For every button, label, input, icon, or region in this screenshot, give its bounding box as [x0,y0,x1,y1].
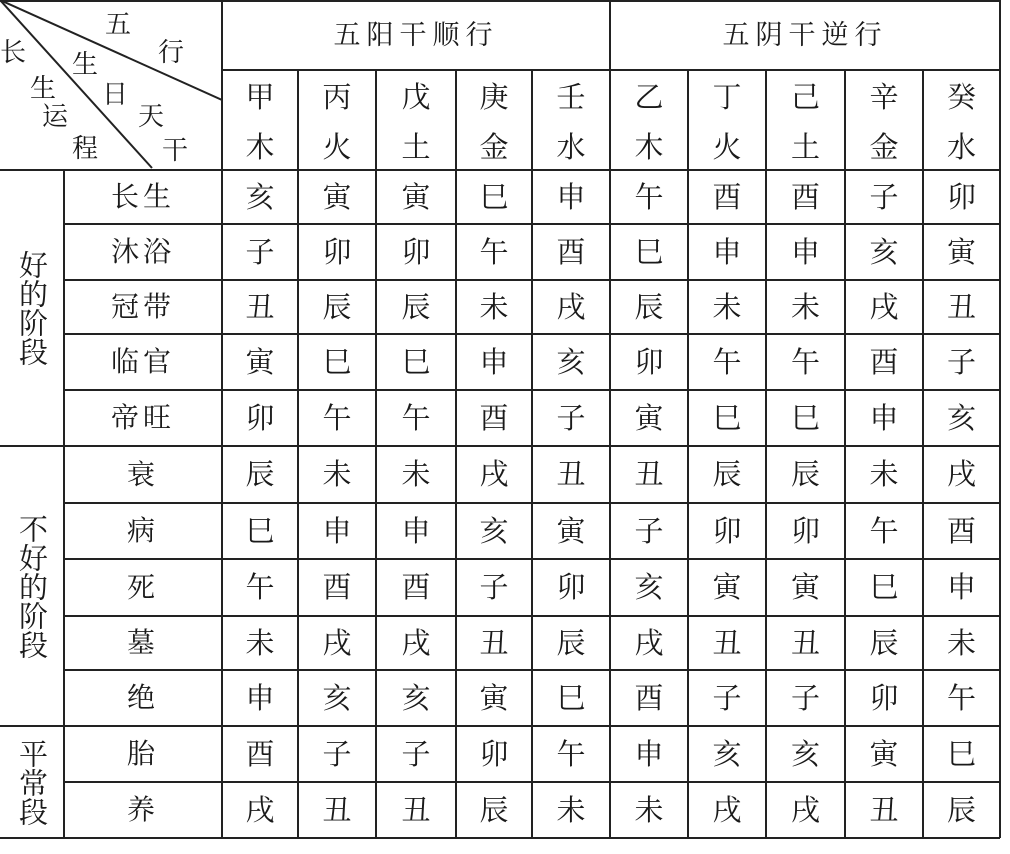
branch-cell: 午 [869,513,899,548]
branch-cell: 丑 [790,625,820,660]
branch-cell: 丑 [245,289,275,324]
corner-char: 干 [162,136,189,166]
header-yang: 五阳干顺行 [333,19,499,51]
group-label-text: 好的阶段 [15,250,49,366]
branch-cell: 戌 [869,289,899,324]
stage-label: 沐浴 [110,235,175,268]
branch-cell: 申 [401,513,431,548]
branch-cell: 卯 [712,513,742,548]
branch-cell: 卯 [245,400,275,435]
branch-cell: 午 [245,570,275,604]
branch-cell: 丑 [401,792,431,827]
branch-cell: 酉 [790,179,820,214]
branch-cell: 丑 [869,792,899,827]
branch-cell: 酉 [556,234,586,269]
stem-element: 木 [634,129,664,164]
branch-cell: 卯 [869,680,899,715]
branch-cell: 子 [869,179,899,214]
branch-cell: 戌 [712,792,742,827]
branch-cell: 戌 [479,457,509,491]
branch-cell: 戌 [790,792,820,827]
branch-cell: 子 [946,344,976,379]
branch-cell: 子 [556,400,586,435]
branch-cell: 辰 [634,289,664,324]
branch-cell: 辰 [479,792,509,827]
branch-cell: 寅 [245,344,275,379]
branch-cell: 亥 [790,736,820,771]
branch-cell: 午 [479,234,509,269]
branch-cell: 辰 [322,289,352,324]
branch-cell: 未 [322,457,352,491]
branch-cell: 戌 [322,625,352,660]
branch-cell: 巳 [869,570,899,604]
branch-cell: 未 [869,457,899,491]
branch-cell: 寅 [479,680,509,715]
branch-cell: 寅 [869,736,899,771]
stage-label: 冠带 [110,290,175,323]
branch-cell: 午 [790,344,820,379]
branch-cell: 寅 [401,179,431,214]
stage-label: 帝旺 [110,401,175,434]
branch-cell: 子 [322,736,352,771]
branch-cell: 寅 [322,179,352,214]
branch-cell: 亥 [322,680,352,715]
corner-char: 生 [30,74,57,104]
branch-cell: 辰 [712,457,742,491]
stem-element: 火 [322,129,352,164]
branch-cell: 子 [479,570,509,604]
branch-cell: 辰 [401,289,431,324]
branch-cell: 酉 [479,400,509,435]
branch-cell: 子 [245,234,275,269]
branch-cell: 丑 [556,457,586,491]
group-label-text: 不好的阶段 [15,513,49,659]
corner-char: 程 [72,134,99,164]
stem-top: 甲 [245,79,275,114]
branch-cell: 丑 [322,792,352,827]
branch-cell: 亥 [869,234,899,269]
stage-label: 墓 [126,626,159,659]
corner-char: 日 [102,80,129,110]
branch-cell: 寅 [634,400,664,435]
stage-label: 死 [126,570,159,604]
branch-cell: 寅 [556,513,586,548]
branch-cell: 卯 [479,736,509,771]
branch-cell: 申 [245,680,275,715]
stage-label: 衰 [126,457,159,491]
group-label [0,446,64,726]
branch-cell: 午 [556,736,586,771]
branch-cell: 丑 [479,625,509,660]
branch-cell: 酉 [401,570,431,604]
branch-cell: 亥 [712,736,742,771]
stem-top: 癸 [946,79,976,114]
branch-cell: 卯 [946,179,976,214]
branch-cell: 未 [790,289,820,324]
branch-cell: 丑 [946,289,976,324]
branch-cell: 亥 [556,344,586,379]
stem-top: 庚 [479,79,509,114]
branch-cell: 未 [401,457,431,491]
stem-top: 壬 [556,79,586,114]
branch-cell: 戌 [245,792,275,827]
branch-cell: 亥 [634,570,664,604]
branch-cell: 卯 [556,570,586,604]
group-label-text: 平常段 [15,738,49,826]
group-label [0,170,64,446]
branch-cell: 戌 [634,625,664,660]
branch-cell: 申 [712,234,742,269]
corner-char: 长 [0,38,27,68]
branch-cell: 寅 [946,234,976,269]
branch-cell: 申 [556,179,586,214]
stem-element: 金 [479,129,509,164]
branch-cell: 巳 [946,736,976,771]
branch-cell: 午 [322,400,352,435]
branch-cell: 未 [634,792,664,827]
branch-cell: 子 [790,680,820,715]
branch-cell: 亥 [479,513,509,548]
branch-cell: 丑 [634,457,664,491]
branch-cell: 子 [401,736,431,771]
branch-cell: 子 [712,680,742,715]
branch-cell: 酉 [869,344,899,379]
branch-cell: 申 [479,344,509,379]
branch-cell: 亥 [245,179,275,214]
stem-element: 金 [869,129,899,164]
group-label [0,726,64,838]
branch-cell: 寅 [790,570,820,604]
branch-cell: 丑 [712,625,742,660]
branch-cell: 巳 [322,344,352,379]
branch-cell: 申 [634,736,664,771]
stem-top: 戊 [401,79,431,114]
branch-cell: 酉 [946,513,976,548]
corner-char: 生 [72,50,99,80]
stage-label: 胎 [126,737,159,770]
branch-cell: 辰 [556,625,586,660]
branch-cell: 寅 [712,570,742,604]
corner-char: 天 [138,102,165,132]
stem-element: 土 [790,129,820,164]
branch-cell: 未 [245,625,275,660]
branch-cell: 卯 [634,344,664,379]
branch-cell: 亥 [401,680,431,715]
branch-cell: 辰 [946,792,976,827]
branch-cell: 卯 [401,234,431,269]
branch-cell: 午 [712,344,742,379]
corner-char: 五 [105,10,132,40]
stem-top: 己 [790,79,820,114]
branch-cell: 未 [479,289,509,324]
branch-cell: 酉 [322,570,352,604]
branch-cell: 申 [946,570,976,604]
branch-cell: 未 [712,289,742,324]
stem-top: 丙 [322,79,352,114]
stem-element: 木 [245,129,275,164]
stage-label: 长生 [110,180,175,213]
branch-cell: 戌 [556,289,586,324]
stage-label: 病 [126,514,159,547]
branch-cell: 巳 [712,400,742,435]
stem-top: 乙 [634,79,664,114]
header-yin: 五阴干逆行 [722,19,888,51]
branch-cell: 巳 [479,179,509,214]
branch-cell: 午 [946,680,976,715]
stem-element: 火 [712,129,742,164]
stem-element: 土 [401,129,431,164]
stage-label: 绝 [126,681,159,714]
branch-cell: 酉 [245,736,275,771]
branch-cell: 未 [556,792,586,827]
branch-cell: 辰 [245,457,275,491]
stem-top: 辛 [869,79,899,114]
branch-cell: 申 [322,513,352,548]
branch-cell: 午 [634,179,664,214]
branch-cell: 辰 [869,625,899,660]
stem-top: 丁 [712,79,742,114]
corner-char: 行 [158,38,185,68]
stage-label: 养 [126,793,159,826]
stage-label: 临官 [110,345,175,378]
branch-cell: 巳 [401,344,431,379]
branch-cell: 巳 [634,234,664,269]
branch-cell: 巳 [556,680,586,715]
branch-cell: 酉 [634,680,664,715]
branch-cell: 戌 [401,625,431,660]
branch-cell: 巳 [790,400,820,435]
stem-element: 水 [556,129,586,164]
branch-cell: 戌 [946,457,976,491]
branch-cell: 子 [634,513,664,548]
branch-cell: 午 [401,400,431,435]
branch-cell: 申 [790,234,820,269]
branch-cell: 卯 [790,513,820,548]
branch-cell: 辰 [790,457,820,491]
stem-element: 水 [946,129,976,164]
branch-cell: 亥 [946,400,976,435]
branch-cell: 申 [869,400,899,435]
branch-cell: 未 [946,625,976,660]
branch-cell: 巳 [245,513,275,548]
branch-cell: 卯 [322,234,352,269]
corner-char: 运 [42,102,69,132]
branch-cell: 酉 [712,179,742,214]
